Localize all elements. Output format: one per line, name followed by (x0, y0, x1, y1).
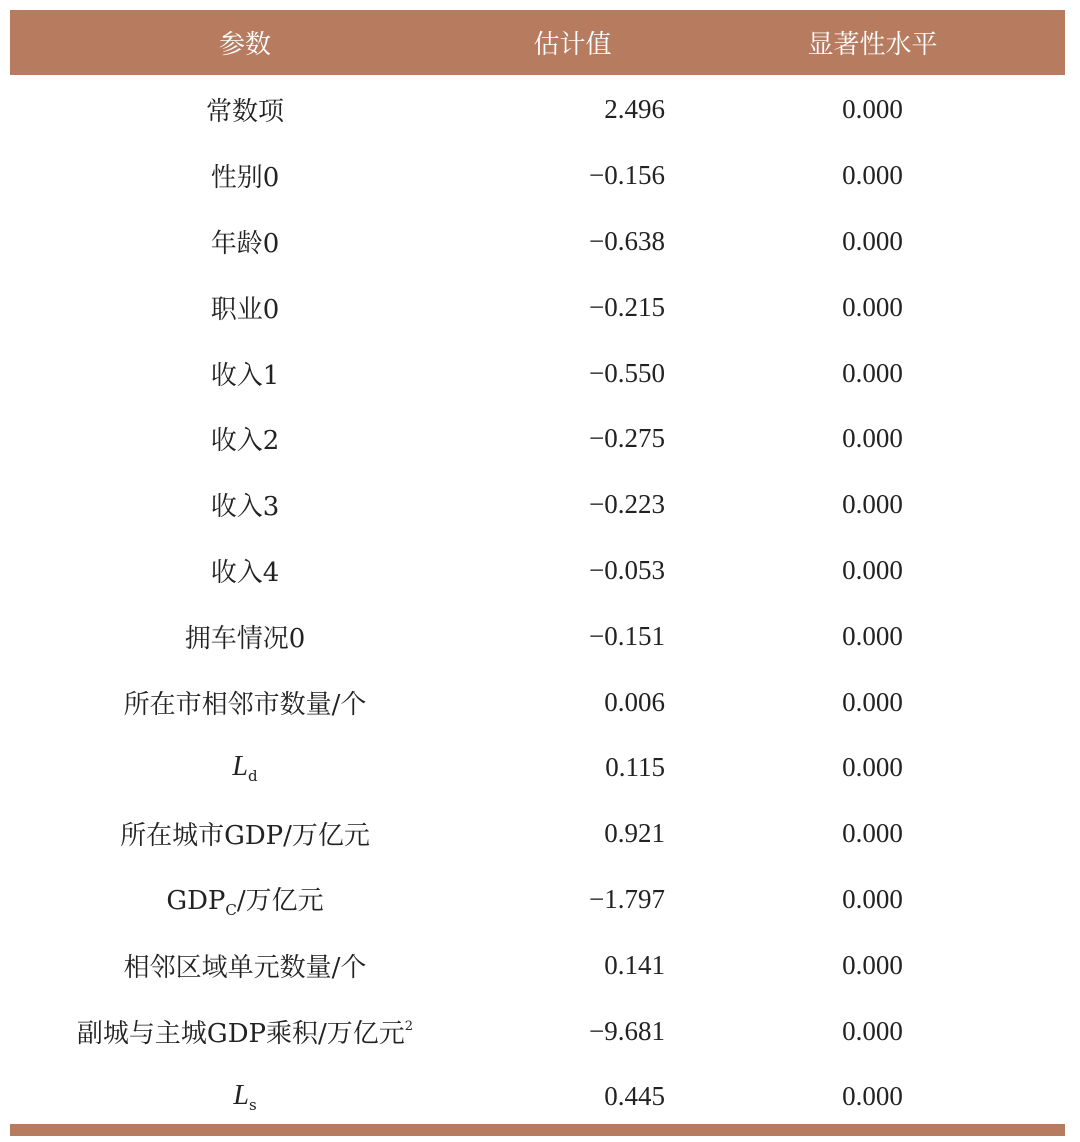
significance-cell: 0.000 (842, 489, 903, 520)
param-cell: 所在城市GDP/万亿元 (120, 821, 370, 852)
significance-cell: 0.000 (842, 1081, 903, 1112)
significance-cell: 0.000 (842, 554, 903, 585)
significance-cell: 0.000 (842, 94, 903, 125)
estimate-cell: −0.638 (589, 225, 665, 256)
param-subscript: C (225, 900, 237, 919)
param-cell: 年龄0 (210, 228, 280, 259)
table-row (10, 603, 1065, 669)
table-row (10, 1064, 1065, 1130)
header-estimate: 估计值 (533, 30, 612, 60)
estimate-cell: −0.053 (589, 554, 665, 585)
estimate-cell: −0.151 (589, 620, 665, 651)
param-cell: 常数项 (205, 97, 284, 128)
estimate-cell: −0.275 (589, 423, 665, 454)
param-main: GDP (166, 885, 226, 916)
table-header (10, 10, 1065, 75)
table-row (10, 932, 1065, 998)
param-tail: /万亿元 (236, 885, 324, 916)
table-row (10, 340, 1065, 406)
estimate-cell: −9.681 (589, 1015, 665, 1046)
header-significance: 显著性水平 (807, 30, 938, 60)
significance-cell: 0.000 (842, 818, 903, 849)
param-cell (10, 1013, 480, 1050)
param-cell (10, 880, 480, 919)
significance-cell: 0.000 (842, 1015, 903, 1046)
param-cell: 所在市相邻市数量/个 (123, 689, 367, 720)
param-main: 副城与主城GDP乘积/万亿元 (76, 1018, 405, 1049)
param-cell: 职业0 (210, 294, 280, 325)
estimate-cell: 0.006 (604, 686, 665, 717)
significance-cell: 0.000 (842, 225, 903, 256)
param-cell: 性别0 (210, 163, 280, 194)
table-row (10, 801, 1065, 867)
significance-cell: 0.000 (842, 291, 903, 322)
param-symbol: L (233, 1079, 249, 1111)
param-cell: 收入3 (210, 492, 280, 523)
significance-cell: 0.000 (842, 752, 903, 783)
param-cell: 相邻区域单元数量/个 (123, 952, 367, 983)
param-cell: 收入1 (210, 360, 280, 391)
param-cell (10, 1080, 480, 1114)
significance-cell: 0.000 (842, 883, 903, 914)
table-row (10, 538, 1065, 604)
estimate-cell: 2.496 (604, 94, 665, 125)
param-subscript: s (248, 1095, 257, 1114)
estimate-cell: 0.115 (605, 752, 665, 783)
table-row (10, 472, 1065, 538)
regression-table (10, 10, 1065, 1130)
estimate-cell: −0.223 (589, 489, 665, 520)
estimate-cell: −0.215 (589, 291, 665, 322)
param-cell: 收入4 (210, 557, 280, 588)
table-row (10, 209, 1065, 275)
table-row (10, 406, 1065, 472)
significance-cell: 0.000 (842, 686, 903, 717)
significance-cell: 0.000 (842, 160, 903, 191)
table-row (10, 274, 1065, 340)
estimate-cell: −0.550 (589, 357, 665, 388)
param-subscript: d (247, 766, 258, 785)
significance-cell: 0.000 (842, 620, 903, 651)
significance-cell: 0.000 (842, 949, 903, 980)
param-superscript: 2 (404, 1018, 414, 1034)
header-param: 参数 (218, 30, 271, 60)
table-row (10, 143, 1065, 209)
estimate-cell: 0.445 (604, 1081, 665, 1112)
estimate-cell: −1.797 (589, 883, 665, 914)
param-cell: 拥车情况0 (184, 623, 306, 654)
param-cell (10, 751, 480, 785)
table-row (10, 735, 1065, 801)
estimate-cell: −0.156 (589, 160, 665, 191)
param-cell: 收入2 (210, 426, 280, 457)
table-row (10, 867, 1065, 933)
significance-cell: 0.000 (842, 423, 903, 454)
param-symbol: L (232, 750, 248, 782)
table-body (10, 77, 1065, 1130)
estimate-cell: 0.921 (604, 818, 665, 849)
significance-cell: 0.000 (842, 357, 903, 388)
estimate-cell: 0.141 (604, 949, 665, 980)
table-row (10, 669, 1065, 735)
table-row (10, 998, 1065, 1064)
table-bottom-rule (10, 1124, 1065, 1136)
table-row (10, 77, 1065, 143)
